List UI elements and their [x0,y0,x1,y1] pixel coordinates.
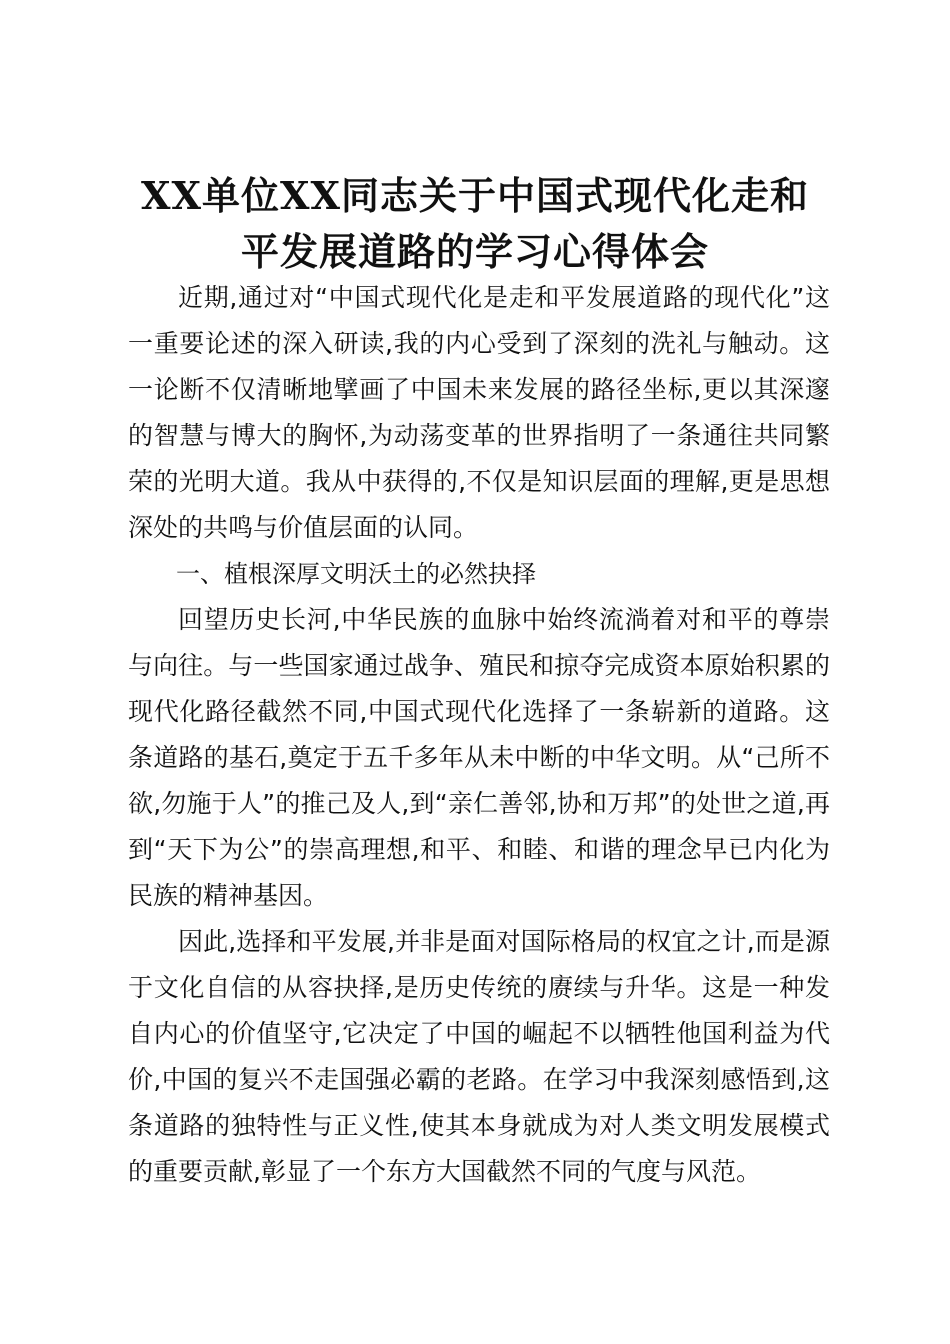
document-title [90,168,860,280]
title-line-1: XX单位XX同志关于中国式现代化走和 [141,173,809,218]
title-line-2: 平发展道路的学习心得体会 [240,229,709,274]
section-heading: 一、植根深厚文明沃土的必然抉择 [176,560,536,588]
document-body [128,275,830,1195]
paragraph-history: 回望历史长河,中华民族的血脉中始终流淌着对和平的尊崇与向往。与一些国家通过战争、殖民和掠夺完成资本原始积累的现代化路径截然不同,中国式现代化选择了一条崭新的道路。这条道路的基石,奠定于五千多年从未中断的中华文明。从“己所不欲,勿施于人”的推己及人,到“亲仁善邻,协和万邦”的处世之道,再到“天下为公”的崇高理想,和平、和睦、和谐的理念早已内化为民族的精神基因。 [128,605,830,910]
paragraph-conclusion: 因此,选择和平发展,并非是面对国际格局的权宜之计,而是源于文化自信的从容抉择,是历史传统的赓续与升华。这是一种发自内心的价值坚守,它决定了中国的崛起不以牺牲他国利益为代价,中国的复兴不走国强必霸的老路。在学习中我深刻感悟到,这条道路的独特性与正义性,使其本身就成为对人类文明发展模式的重要贡献,彰显了一个东方大国截然不同的气度与风范。 [128,927,830,1186]
paragraph-intro: 近期,通过对“中国式现代化是走和平发展道路的现代化”这一重要论述的深入研读,我的内心受到了深刻的洗礼与触动。这一论断不仅清晰地擘画了中国未来发展的路径坐标,更以其深邃的智慧与博大的胸怀,为动荡变革的世界指明了一条通往共同繁荣的光明大道。我从中获得的,不仅是知识层面的理解,更是思想深处的共鸣与价值层面的认同。 [128,283,830,542]
